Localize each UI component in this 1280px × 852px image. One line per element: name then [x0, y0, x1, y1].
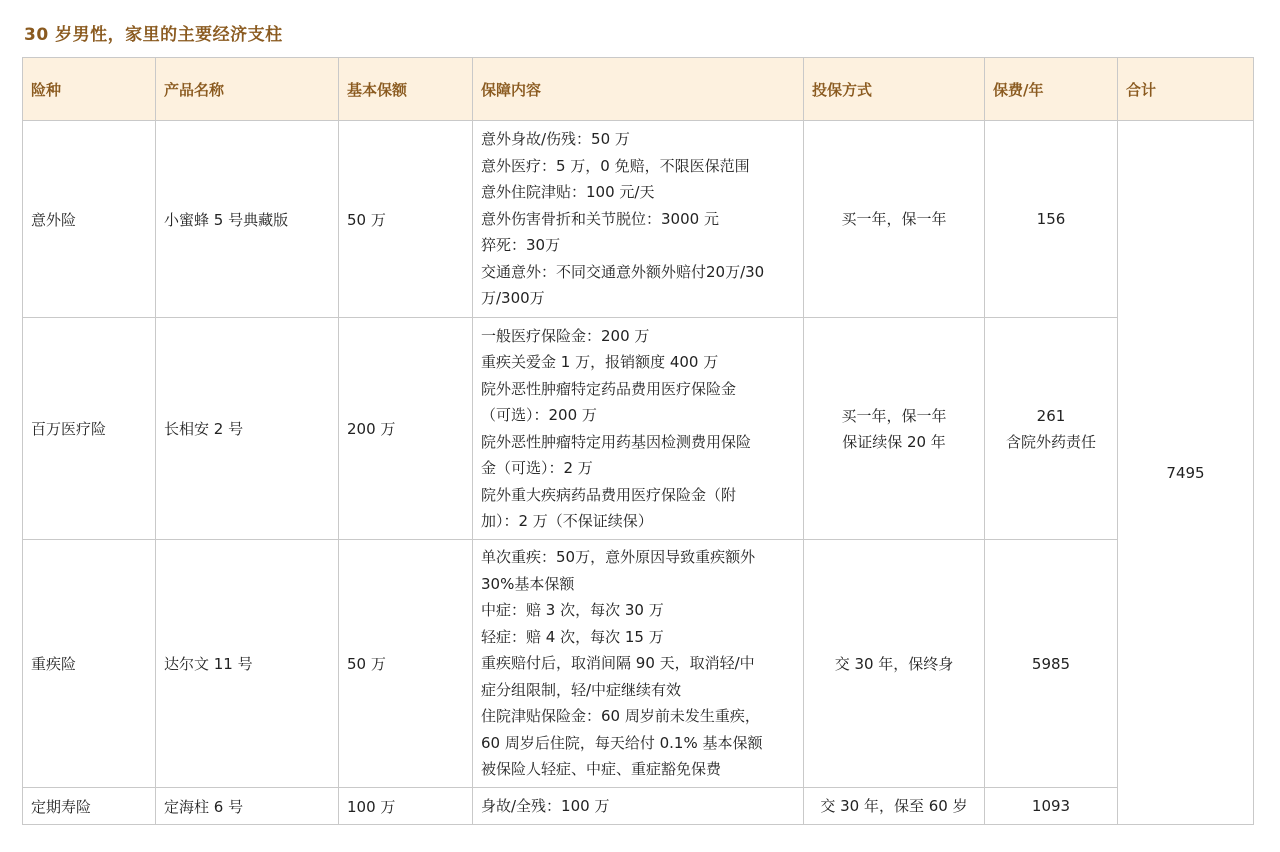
cell-coverage — [473, 540, 804, 788]
coverage-line: 意外伤害骨折和关节脱位：3000 元 — [481, 209, 719, 228]
cell-premium — [985, 788, 1118, 825]
cell-type: 重疾险 — [23, 540, 156, 788]
coverage-line: 轻症：赔 4 次，每次 15 万 — [481, 627, 664, 646]
cell-product: 小蜜蜂 5 号典藏版 — [156, 121, 339, 318]
coverage-line: 院外重大疾病药品费用医疗保险金（附 — [481, 485, 737, 504]
coverage-line: 加）：2 万（不保证续保） — [481, 512, 653, 530]
insurance-table — [22, 57, 1254, 825]
cell-premium — [985, 540, 1118, 788]
coverage-line: 单次重疾：50万，意外原因导致重疾额外 — [481, 548, 756, 567]
method-line: 买一年，保一年 — [841, 406, 947, 425]
coverage-line: 交通意外：不同交通意外额外赔付20万/30 — [481, 262, 765, 281]
header-type: 险种 — [23, 58, 156, 121]
coverage-line: 猝死：30万 — [481, 236, 561, 255]
coverage-line: 重疾赔付后，取消间隔 90 天，取消轻/中 — [481, 654, 755, 673]
premium-line: 261 — [1036, 406, 1066, 425]
table-row — [23, 540, 1254, 788]
coverage-line: 30%基本保额 — [481, 574, 575, 593]
table-header-row — [23, 58, 1254, 121]
table-row — [23, 788, 1254, 825]
premium-line: 5985 — [1031, 654, 1071, 673]
coverage-line: 院外恶性肿瘤特定药品费用医疗保险金 — [481, 379, 737, 398]
coverage-line: 中症：赔 3 次，每次 30 万 — [481, 601, 664, 620]
coverage-line: 意外身故/伤残：50 万 — [481, 130, 630, 149]
coverage-line: 意外住院津贴：100 元/天 — [481, 183, 655, 202]
premium-line: 1093 — [1031, 797, 1071, 815]
cell-amount: 100 万 — [339, 788, 473, 825]
cell-coverage — [473, 788, 804, 825]
method-line: 买一年，保一年 — [841, 210, 947, 228]
coverage-line: 重疾关爱金 1 万，报销额度 400 万 — [481, 353, 719, 371]
coverage-line: 金（可选）：2 万 — [481, 459, 593, 477]
header-total: 合计 — [1118, 58, 1254, 121]
cell-method — [804, 121, 985, 318]
cell-product: 长相安 2 号 — [156, 318, 339, 540]
cell-type: 意外险 — [23, 121, 156, 318]
premium-line: 156 — [1036, 210, 1066, 228]
cell-coverage — [473, 121, 804, 318]
coverage-line: 意外医疗：5 万，0 免赔，不限医保范围 — [481, 156, 750, 175]
header-coverage: 保障内容 — [473, 58, 804, 121]
cell-total: 7495 — [1118, 121, 1254, 825]
cell-amount: 50 万 — [339, 540, 473, 788]
coverage-line: 症分组限制，轻/中症继续有效 — [481, 680, 682, 699]
coverage-line: 身故/全残：100 万 — [481, 796, 610, 815]
table-row — [23, 318, 1254, 540]
cell-premium — [985, 121, 1118, 318]
cell-method — [804, 318, 985, 540]
header-premium: 保费/年 — [985, 58, 1118, 121]
table-row — [23, 121, 1254, 318]
cell-coverage — [473, 318, 804, 540]
header-amount: 基本保额 — [339, 58, 473, 121]
cell-method — [804, 540, 985, 788]
method-line: 保证续保 20 年 — [842, 432, 946, 451]
method-line: 交 30 年，保终身 — [834, 654, 954, 673]
cell-product: 定海柱 6 号 — [156, 788, 339, 825]
method-line: 交 30 年，保至 60 岁 — [820, 797, 968, 815]
coverage-line: 院外恶性肿瘤特定用药基因检测费用保险 — [481, 432, 752, 451]
header-product: 产品名称 — [156, 58, 339, 121]
cell-amount: 50 万 — [339, 121, 473, 318]
cell-method — [804, 788, 985, 825]
cell-amount: 200 万 — [339, 318, 473, 540]
coverage-line: 被保险人轻症、中症、重症豁免保费 — [481, 760, 722, 779]
coverage-line: 一般医疗保险金：200 万 — [481, 326, 650, 345]
coverage-line: 60 周岁后住院，每天给付 0.1% 基本保额 — [481, 733, 763, 752]
cell-premium — [985, 318, 1118, 540]
cell-product: 达尔文 11 号 — [156, 540, 339, 788]
page-title: 30 岁男性，家里的主要经济支柱 — [24, 25, 283, 45]
premium-line: 含院外药责任 — [1005, 432, 1096, 451]
cell-type: 定期寿险 — [23, 788, 156, 825]
coverage-line: 住院津贴保险金：60 周岁前未发生重疾， — [481, 707, 760, 726]
cell-type: 百万医疗险 — [23, 318, 156, 540]
coverage-line: （可选）：200 万 — [481, 406, 597, 424]
header-method: 投保方式 — [804, 58, 985, 121]
coverage-line: 万/300万 — [481, 289, 545, 308]
